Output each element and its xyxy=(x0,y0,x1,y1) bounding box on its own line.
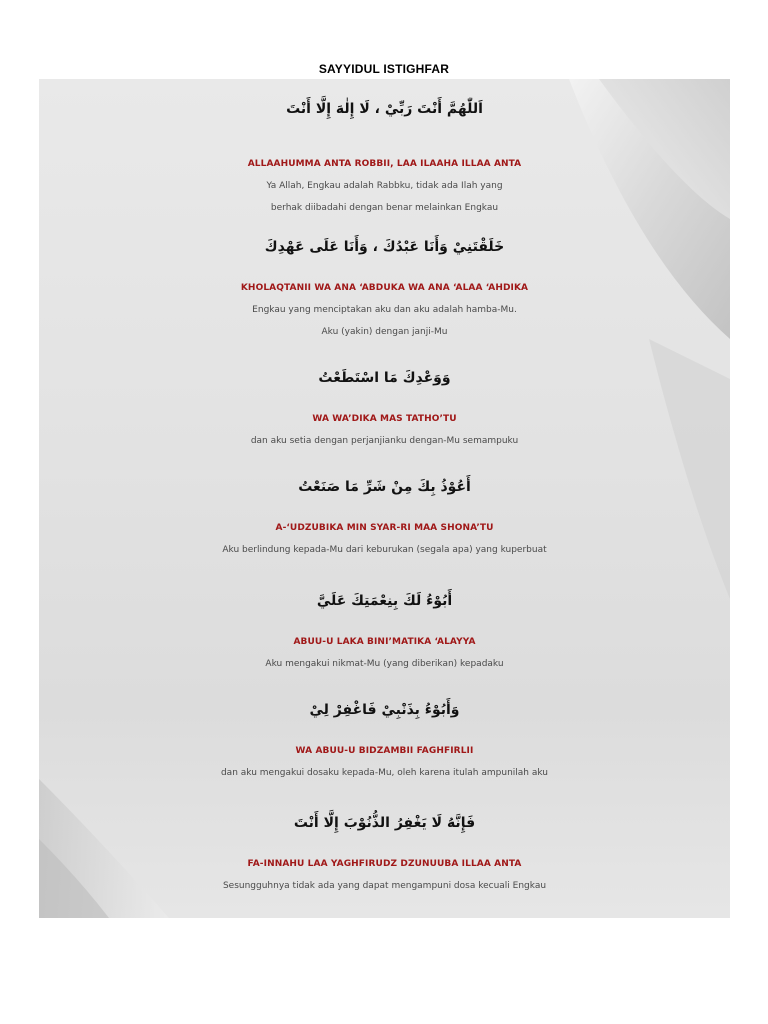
transliteration-text: ALLAAHUMMA ANTA ROBBII, LAA ILAAHA ILLAA ANTA xyxy=(247,159,522,169)
verse-6 xyxy=(39,688,730,784)
meaning-line: Sesungguhnya tidak ada yang dapat mengampuni dosa kecuali Engkau xyxy=(222,881,547,891)
verse-4 xyxy=(39,465,730,561)
verse-2 xyxy=(39,225,730,343)
transliteration-text: WA WA’DIKA MAS TATHO’TU xyxy=(312,414,457,424)
transliteration-text: FA-INNAHU LAA YAGHFIRUDZ DZUNUUBA ILLAA ANTA xyxy=(247,859,522,869)
transliteration-text: WA ABUU-U BIDZAMBII FAGHFIRLII xyxy=(295,746,474,756)
meaning-line: Aku mengakui nikmat-Mu (yang diberikan) kepadaku xyxy=(265,659,504,669)
verse-1 xyxy=(39,87,730,219)
meaning-line: Ya Allah, Engkau adalah Rabbku, tidak ada Ilah yang xyxy=(266,181,503,191)
prayer-image-panel xyxy=(39,79,730,918)
arabic-text: خَلَقْتَنِيْ وَأَنَا عَبْدُكَ ، وَأَنَا عَلَى عَهْدِكَ xyxy=(264,239,505,255)
arabic-text: أَبُوْءُ لَكَ بِنِعْمَتِكَ عَلَيَّ xyxy=(316,593,453,609)
meaning-line: Aku (yakin) dengan janji-Mu xyxy=(321,327,448,337)
document-title: SAYYIDUL ISTIGHFAR xyxy=(318,62,450,76)
meaning-line: Engkau yang menciptakan aku dan aku adalah hamba-Mu. xyxy=(252,305,517,315)
arabic-text: اَللّٰهُمَّ أَنْتَ رَبِّيْ ، لَا إِلٰهَ إِلَّا أَنْتَ xyxy=(286,101,483,117)
transliteration-text: A-‘UDZUBIKA MIN SYAR-RI MAA SHONA’TU xyxy=(275,523,494,533)
arabic-text: وَأَبُوْءُ بِذَنْبِيْ فَاغْفِرْ لِيْ xyxy=(309,702,460,718)
arabic-text: أَعُوْذُ بِكَ مِنْ شَرِّ مَا صَنَعْتُ xyxy=(298,479,471,495)
verse-7 xyxy=(39,801,730,897)
verse-3 xyxy=(39,356,730,452)
verses-container xyxy=(39,79,730,918)
meaning-line: berhak diibadahi dengan benar melainkan Engkau xyxy=(270,203,499,213)
meaning-line: dan aku mengakui dosaku kepada-Mu, oleh karena itulah ampunilah aku xyxy=(220,768,549,778)
arabic-text: وَوَعْدِكَ مَا اسْتَطَعْتُ xyxy=(318,370,451,386)
transliteration-text: KHOLAQTANII WA ANA ‘ABDUKA WA ANA ‘ALAA ‘AHDIKA xyxy=(240,283,529,293)
arabic-text: فَإِنَّهُ لَا يَغْفِرُ الذُّنُوْبَ إِلَّا أَنْتَ xyxy=(293,815,476,831)
verse-5 xyxy=(39,579,730,675)
meaning-line: dan aku setia dengan perjanjianku dengan-Mu semampuku xyxy=(250,436,519,446)
meaning-line: Aku berlindung kepada-Mu dari keburukan (segala apa) yang kuperbuat xyxy=(222,545,547,555)
transliteration-text: ABUU-U LAKA BINI’MATIKA ‘ALAYYA xyxy=(293,637,476,647)
